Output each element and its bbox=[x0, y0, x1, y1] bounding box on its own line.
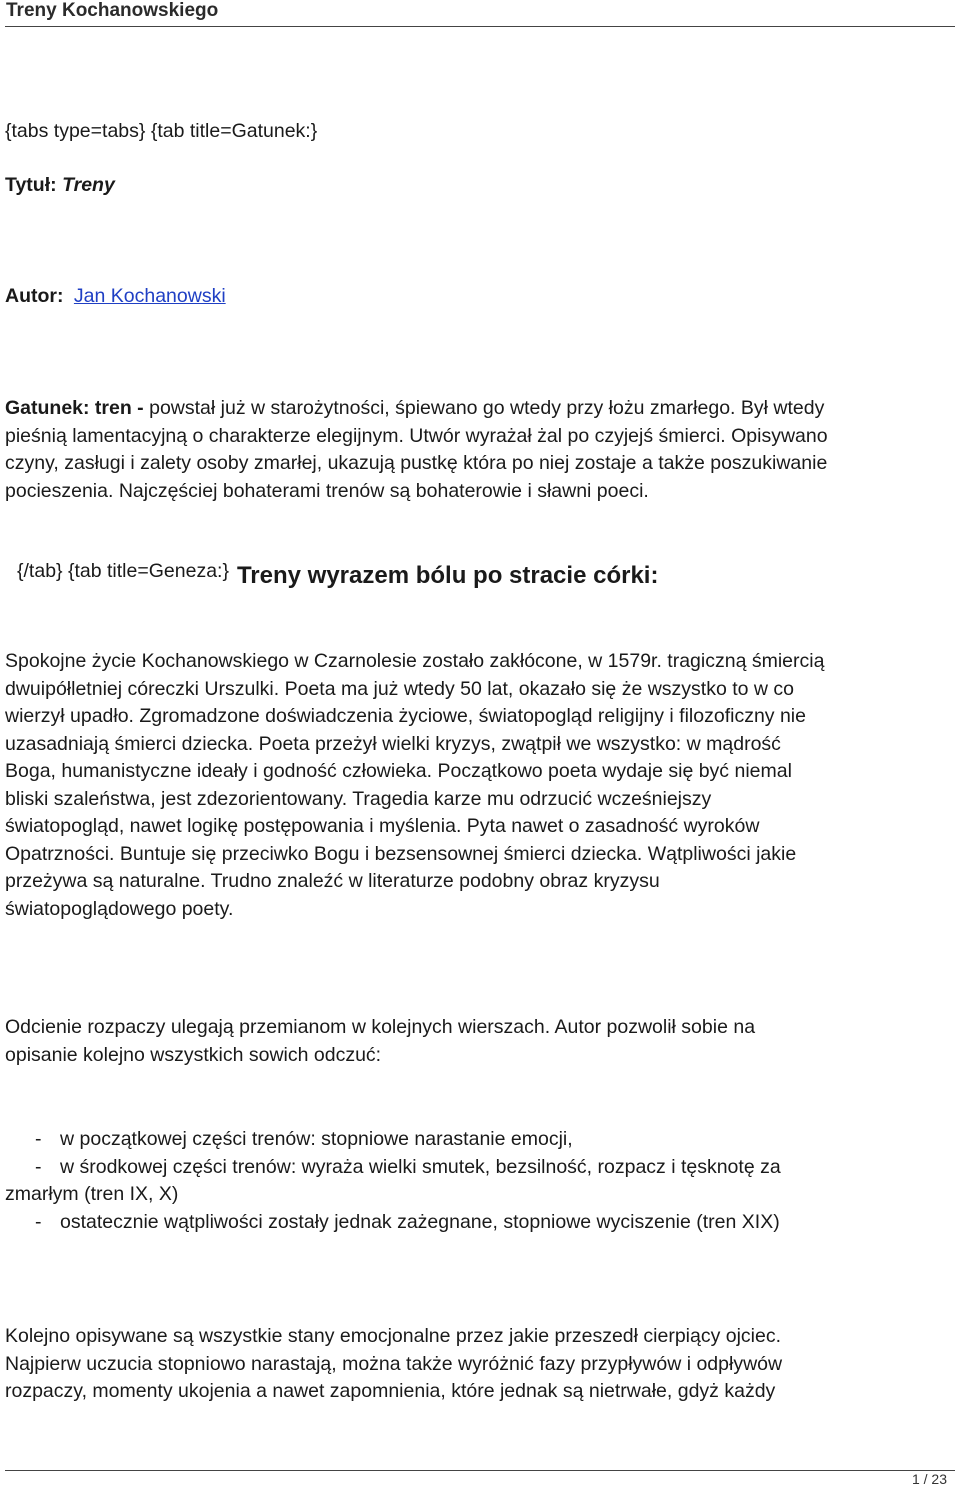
text-line: dwuipółletniej córeczki Urszulki. Poeta ma już wtedy 50 lat, okazało się że wszystko to w co bbox=[5, 677, 794, 700]
list-dash: - bbox=[35, 1210, 42, 1233]
genre-line: powstał już w starożytności, śpiewano go wtedy przy łożu zmarłego. Był wtedy bbox=[149, 397, 825, 419]
text-line: przeżywa są naturalne. Trudno znaleźć w literaturze podobny obraz kryzysu bbox=[5, 870, 660, 892]
text-line: Opatrzności. Buntuje się przeciwko Bogu i bezsensownej śmierci dziecka. Wątpliwości jakie bbox=[5, 842, 797, 865]
author-row bbox=[5, 283, 955, 311]
text-line: światopoglądowego poety. bbox=[5, 897, 234, 920]
genre-line: pocieszenia. Najczęściej bohaterami trenów są bohaterowie i sławni poeci. bbox=[5, 479, 649, 502]
title-row bbox=[5, 172, 955, 200]
list-text: ostatecznie wątpliwości zostały jednak zażegnane, stopniowe wyciszenie (tren XIX) bbox=[60, 1210, 780, 1233]
text-line: Najpierw uczucia stopniowo narastają, można także wyróżnić fazy przypływów i odpływów bbox=[5, 1352, 783, 1375]
document-title: Treny Kochanowskiego bbox=[6, 0, 219, 21]
text-line: Spokojne życie Kochanowskiego w Czarnolesie zostało zakłócone, w 1579r. tragiczną śmiercią bbox=[5, 650, 825, 672]
title-label: Tytuł: bbox=[5, 174, 57, 196]
page-header bbox=[5, 0, 955, 27]
genesis-paragraph bbox=[5, 648, 955, 923]
text-line: uzasadniają śmierci dziecka. Poeta przeżył wielki kryzys, zwątpił we wszystko: w mądrość bbox=[5, 732, 781, 755]
footer-divider bbox=[5, 1470, 955, 1471]
page-number: 1 / 23 bbox=[911, 1471, 947, 1487]
author-link[interactable]: Jan Kochanowski bbox=[73, 285, 226, 307]
list-item bbox=[5, 1126, 955, 1154]
text-line: Boga, humanistyczne ideały i godność człowieka. Początkowo poeta wydaje się być niemal bbox=[5, 760, 792, 782]
author-label: Autor: bbox=[5, 285, 64, 307]
list-item bbox=[5, 1154, 955, 1182]
genre-line: pieśnią lamentacyjną o charakterze elegijnym. Utwór wyrażał żal po czyjejś śmierci. Opisywano bbox=[5, 424, 828, 447]
shades-paragraph bbox=[5, 1014, 955, 1069]
text-line: wierzył upadło. Zgromadzone doświadczenia życiowe, światopogląd religijny i filozoficzny nie bbox=[5, 705, 806, 727]
list-dash: - bbox=[35, 1155, 42, 1178]
text-line: rozpaczy, momenty ukojenia a nawet zapomnienia, które jednak są nietrwałe, gdyż każdy bbox=[5, 1380, 776, 1402]
title-value: Treny bbox=[62, 174, 115, 196]
final-paragraph bbox=[5, 1323, 955, 1406]
genre-paragraph bbox=[5, 395, 955, 505]
text-line: światopogląd, nawet logikę postępowania i myślenia. Pyta nawet o zasadność wyroków bbox=[5, 815, 760, 837]
list-item bbox=[5, 1181, 955, 1209]
tabs-open-code: {tabs type=tabs} {tab title=Gatunek:} bbox=[5, 120, 318, 142]
list-dash: - bbox=[35, 1128, 42, 1150]
list-item bbox=[5, 1209, 955, 1237]
stages-list bbox=[5, 1126, 955, 1236]
section-heading: Treny wyrazem bólu po stracie córki: bbox=[236, 562, 659, 589]
genre-label: Gatunek: tren - bbox=[5, 397, 150, 419]
tab-code: {/tab} {tab title=Geneza:} bbox=[17, 560, 229, 582]
text-line: Kolejno opisywane są wszystkie stany emocjonalne przez jakie przeszedł cierpiący ojciec. bbox=[5, 1325, 782, 1347]
genre-line: czyny, zasługi i zalety osoby zmarłej, ukazują pustkę która po niej zostaje a także poszukiwanie bbox=[5, 452, 828, 474]
list-text: w początkowej części trenów: stopniowe narastanie emocji, bbox=[60, 1128, 573, 1150]
text-line: Odcienie rozpaczy ulegają przemianom w kolejnych wierszach. Autor pozwolił sobie na bbox=[5, 1016, 756, 1038]
genesis-heading-row bbox=[17, 560, 947, 590]
list-text: w środkowej części trenów: wyraża wielki smutek, bezsilność, rozpacz i tęsknotę za bbox=[60, 1155, 781, 1178]
text-line: bliski szaleństwa, jest zdezorientowany. Tragedia karze mu odrzucić wcześniejszy bbox=[5, 787, 712, 810]
list-text: zmarłym (tren IX, X) bbox=[5, 1183, 179, 1205]
text-line: opisanie kolejno wszystkich sowich odczuć: bbox=[5, 1043, 382, 1066]
